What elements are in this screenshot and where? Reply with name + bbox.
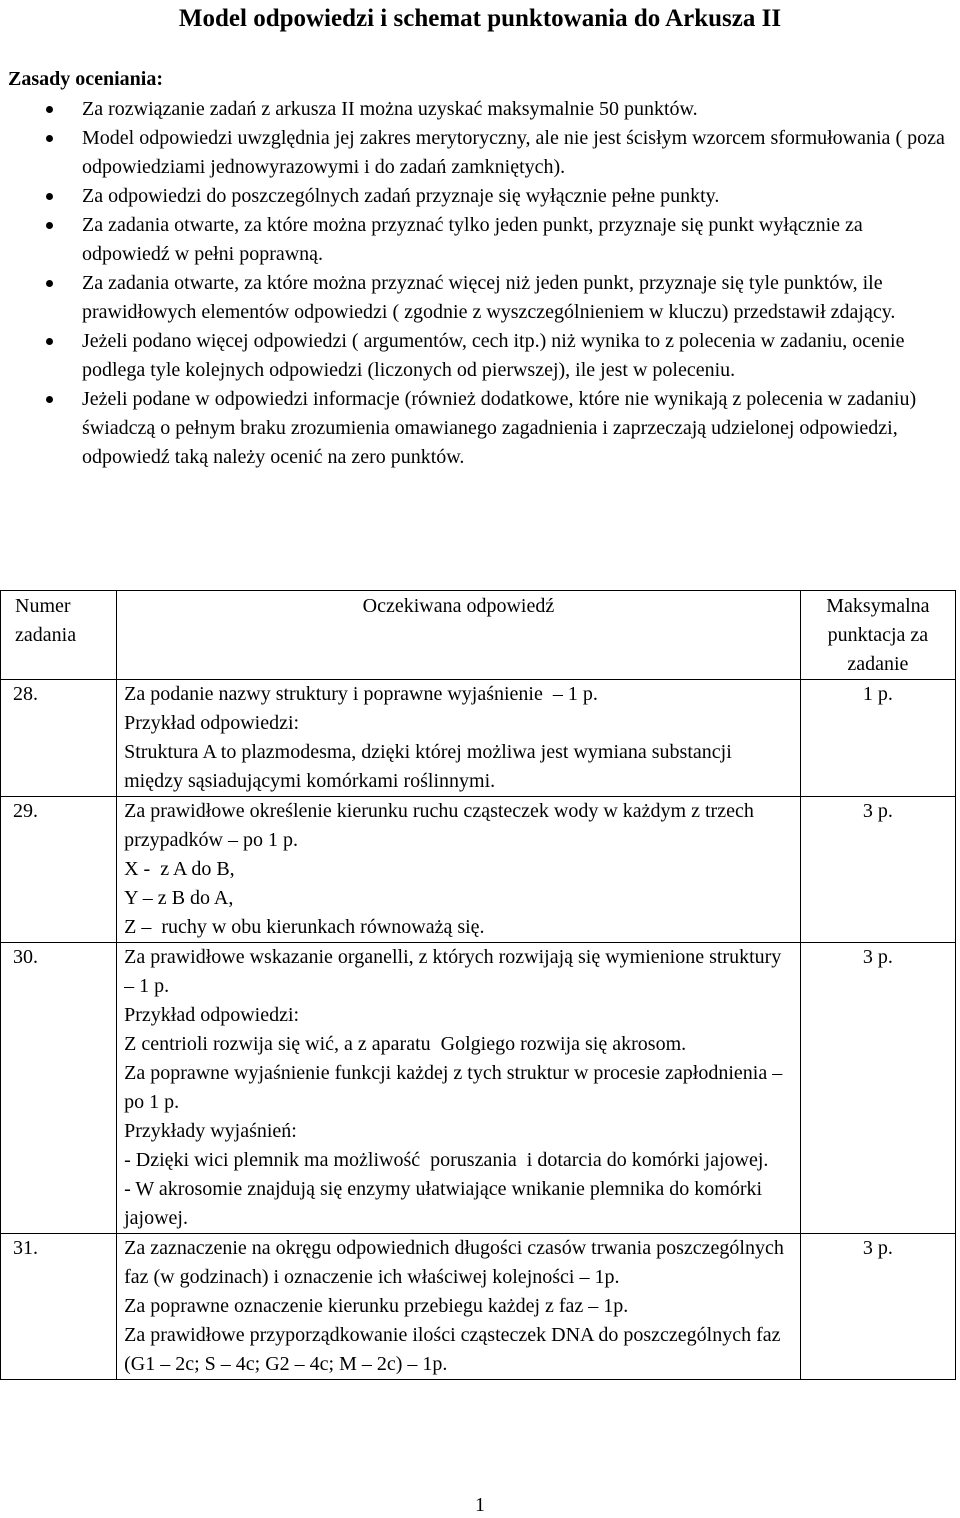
task-answer <box>117 797 801 943</box>
task-answer <box>117 1234 801 1380</box>
answer-line: X - z A do B, <box>124 858 235 880</box>
answer-line: Z – ruchy w obu kierunkach równoważą się. <box>124 916 485 938</box>
answer-line: Za poprawne oznaczenie kierunku przebiegu każdej z faz – 1p. <box>124 1295 629 1317</box>
rule-item <box>0 211 950 269</box>
rule-text: Model odpowiedzi uwzględnia jej zakres merytoryczny, ale nie jest ścisłym wzorcem sformułowania ( poza odpowiedziami jednowyrazowymi i do zadań zamkniętych). <box>82 127 945 178</box>
task-number: 31. <box>1 1234 117 1380</box>
answer-line: Y – z B do A, <box>124 887 234 909</box>
header-number: Numer zadania <box>1 591 117 680</box>
page-title: Model odpowiedzi i schemat punktowania do Arkusza II <box>178 5 782 32</box>
rule-text: Jeżeli podano więcej odpowiedzi ( argumentów, cech itp.) niż wynika to z polecenia w zadaniu, ocenie podlega tyle kolejnych odpowiedzi (liczonych od pierwszej), ile jest w poleceniu. <box>82 330 905 381</box>
bullet-icon <box>46 280 53 287</box>
rule-item <box>0 182 950 211</box>
rule-text: Za odpowiedzi do poszczególnych zadań przyznaje się wyłącznie pełne punkty. <box>82 185 720 207</box>
rules-list <box>0 95 950 472</box>
rule-item <box>0 385 950 472</box>
rule-item <box>0 269 950 327</box>
task-points: 3 p. <box>800 1234 955 1380</box>
answer-line: Przykład odpowiedzi: <box>124 1004 300 1026</box>
scoring-table-container <box>0 590 956 1380</box>
rules-heading: Zasady oceniania: <box>8 68 164 90</box>
bullet-icon <box>46 106 53 113</box>
answer-line: Za podanie nazwy struktury i poprawne wyjaśnienie – 1 p. <box>124 683 598 705</box>
rule-item <box>0 327 950 385</box>
rule-item <box>0 124 950 182</box>
answer-line: Z centrioli rozwija się wić, a z aparatu Golgiego rozwija się akrosom. <box>124 1033 687 1055</box>
bullet-icon <box>46 222 53 229</box>
task-answer <box>117 943 801 1234</box>
answer-line: Za prawidłowe wskazanie organelli, z których rozwijają się wymienione struktury – 1 p. <box>124 946 787 997</box>
answer-line: Za poprawne wyjaśnienie funkcji każdej z tych struktur w procesie zapłodnienia – po 1 p. <box>124 1062 788 1113</box>
page-number: 1 <box>475 1494 485 1516</box>
header-answer: Oczekiwana odpowiedź <box>117 591 801 680</box>
task-answer <box>117 680 801 797</box>
task-points: 1 p. <box>800 680 955 797</box>
answer-line: Za prawidłowe przyporządkowanie ilości cząsteczek DNA do poszczególnych faz (G1 – 2c; S – 4c; G2 – 4c; M – 2c) – 1p. <box>124 1324 786 1375</box>
table-row <box>1 943 956 1234</box>
task-points: 3 p. <box>800 943 955 1234</box>
answer-line: - Dzięki wici plemnik ma możliwość poruszania i dotarcia do komórki jajowej. <box>124 1149 769 1171</box>
task-number: 30. <box>1 943 117 1234</box>
rule-text: Za zadania otwarte, za które można przyznać więcej niż jeden punkt, przyznaje się tyle punktów, ile prawidłowych elementów odpowiedzi ( zgodnie z wyszczególnieniem w kluczu) przedstawił zdający. <box>82 272 896 323</box>
answer-line: - W akrosomie znajdują się enzymy ułatwiające wnikanie plemnika do komórki jajowej. <box>124 1178 768 1229</box>
answer-line: Struktura A to plazmodesma, dzięki której możliwa jest wymiana substancji między sąsiadującymi komórkami roślinnymi. <box>124 741 737 792</box>
rule-text: Za rozwiązanie zadań z arkusza II można uzyskać maksymalnie 50 punktów. <box>82 98 698 120</box>
table-header-row <box>1 591 956 680</box>
bullet-icon <box>46 396 53 403</box>
answer-line: Przykład odpowiedzi: <box>124 712 300 734</box>
answer-line: Przykłady wyjaśnień: <box>124 1120 297 1142</box>
task-points: 3 p. <box>800 797 955 943</box>
rule-text: Za zadania otwarte, za które można przyznać tylko jeden punkt, przyznaje się punkt wyłącznie za odpowiedź w pełni poprawną. <box>82 214 863 265</box>
table-row <box>1 797 956 943</box>
answer-line: Za prawidłowe określenie kierunku ruchu cząsteczek wody w każdym z trzech przypadków – po 1 p. <box>124 800 759 851</box>
answer-line: Za zaznaczenie na okręgu odpowiednich długości czasów trwania poszczególnych faz (w godzinach) i oznaczenie ich właściwej kolejności – 1p. <box>124 1237 789 1288</box>
rule-item <box>0 95 950 124</box>
bullet-icon <box>46 135 53 142</box>
task-number: 28. <box>1 680 117 797</box>
bullet-icon <box>46 338 53 345</box>
bullet-icon <box>46 193 53 200</box>
header-points: Maksymalna punktacja za zadanie <box>800 591 955 680</box>
rule-text: Jeżeli podane w odpowiedzi informacje (również dodatkowe, które nie wynikają z polecenia w zadaniu) świadczą o pełnym braku zrozumienia omawianego zagadnienia i zaprzeczają udzielonej odpowiedzi, odpowiedź taką należy ocenić na zero punktów. <box>82 388 917 468</box>
scoring-table <box>0 590 956 1380</box>
task-number: 29. <box>1 797 117 943</box>
table-row <box>1 1234 956 1380</box>
table-row <box>1 680 956 797</box>
